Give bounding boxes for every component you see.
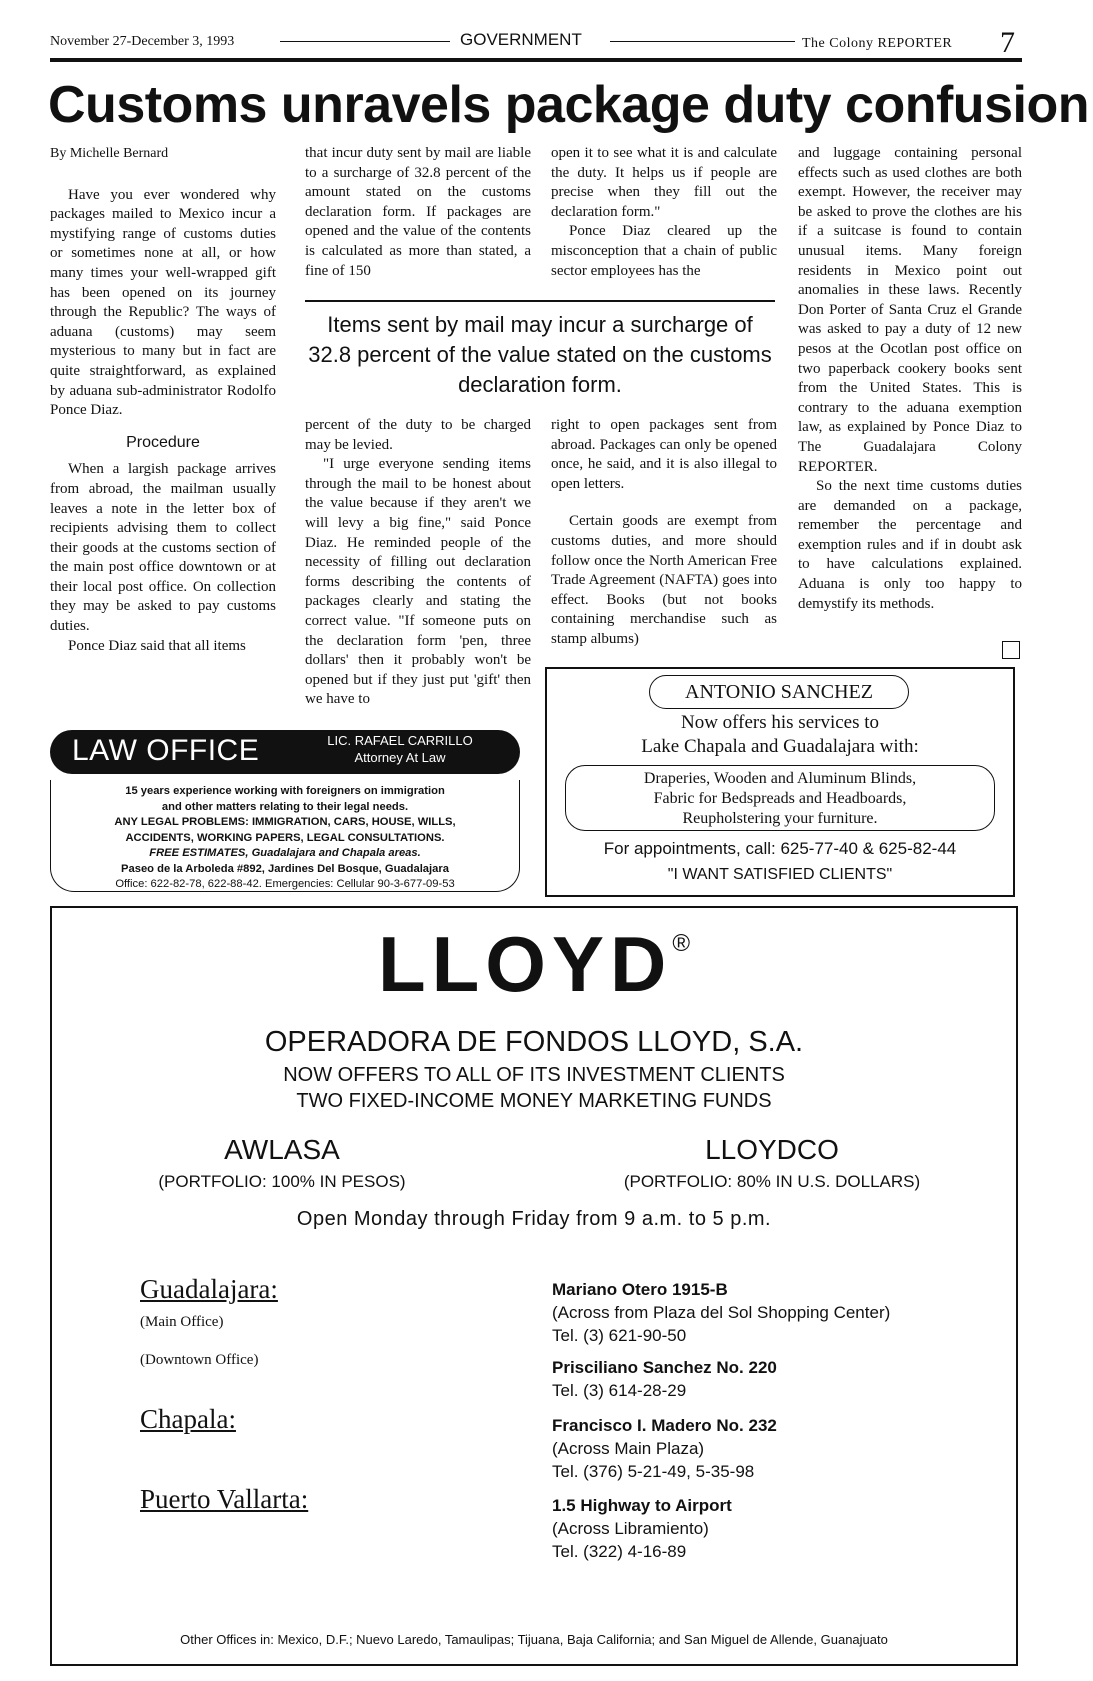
- registered-mark: ®: [672, 930, 690, 957]
- rule-right: [610, 41, 795, 42]
- fund-1-desc: (PORTFOLIO: 100% IN PESOS): [158, 1172, 406, 1191]
- company-name: OPERADORA DE FONDOS LLOYD, S.A.: [264, 1026, 804, 1058]
- law-line: ACCIDENTS, WORKING PAPERS, LEGAL CONSULTATIONS.: [125, 831, 445, 844]
- article-column-3-top: [551, 144, 777, 281]
- paragraph: Ponce Diaz cleared up the misconception that a chain of public sector employees has the: [551, 223, 777, 279]
- page-number: 7: [1000, 26, 1015, 59]
- address-block: [552, 1494, 732, 1563]
- subhead: Procedure: [126, 433, 200, 451]
- law-phones: Office: 622-82-78, 622-88-42. Emergencies: Cellular 90-3-677-09-53: [115, 878, 455, 890]
- paragraph: Ponce Diaz said that all items: [68, 637, 246, 654]
- city-puerto-vallarta: Puerto Vallarta:: [140, 1484, 309, 1514]
- address-street: 1.5 Highway to Airport: [552, 1496, 732, 1515]
- services-box: [565, 765, 995, 831]
- lawyer-role: Attorney At Law: [354, 750, 446, 765]
- article-column-3-bottom: [551, 416, 777, 650]
- address-block: [552, 1414, 777, 1483]
- address-street: Prisciliano Sanchez No. 220: [552, 1358, 777, 1377]
- office-label: (Downtown Office): [140, 1352, 259, 1368]
- ad-name: ANTONIO SANCHEZ: [649, 675, 909, 709]
- byline: By Michelle Bernard: [50, 146, 169, 161]
- ad-line: Lake Chapala and Guadalajara with:: [641, 736, 919, 757]
- pull-quote: Items sent by mail may incur a surcharge of 32.8 percent of the value stated on the customs declaration form.: [305, 300, 775, 400]
- address-tel: Tel. (3) 621-90-50: [552, 1326, 687, 1345]
- article-column-2-bottom: [305, 416, 531, 710]
- law-line: FREE ESTIMATES, Guadalajara and Chapala areas.: [149, 847, 421, 859]
- paragraph: "I urge everyone sending items through the mail to be honest about the value because if they aren't we will levy a big fine," said Ponce Diaz. He reminded people of the necessity of filling out declaration forms describing the contents of packages clearly and stating the correct value. "If someone puts on the declaration form 'pen, three dollars' then it probably won't be opened but if they just put 'gift' then we have to: [305, 456, 531, 708]
- lloyd-logo: [52, 920, 1016, 1008]
- address-note: (Across Main Plaza): [552, 1439, 705, 1458]
- address-block: [552, 1356, 777, 1402]
- address-block: [552, 1278, 890, 1347]
- appointments-line: For appointments, call: 625-77-40 & 625-82-44: [603, 839, 957, 858]
- paragraph: percent of the duty to be charged may be levied.: [305, 417, 531, 453]
- issue-date: November 27-December 3, 1993: [50, 34, 235, 49]
- end-mark-icon: [1002, 641, 1020, 659]
- law-line: ANY LEGAL PROBLEMS: IMMIGRATION, CARS, HOUSE, WILLS,: [114, 816, 456, 828]
- paragraph: Certain goods are exempt from customs duties, and more should follow once the North American Free Trade Agreement (NAFTA) goes into effect. Books (but not books containing merchandise such as stamp albums): [551, 513, 777, 647]
- paragraph: open it to see what it is and calculate the duty. It helps us if people are precise when they fill out the declaration form.": [551, 145, 777, 220]
- paragraph: and luggage containing personal effects such as used clothes are both exempt. However, the receiver may be asked to prove the clothes are his if a suitcase is found to contain unusual items. Many foreign residents in Mexico point out anomalies in these laws. Recently Don Porter of Santa Cruz el Grande was asked to pay a duty of 12 new pesos at the Ocotlan post office on two paperback cookery books sent from the United States. This is contrary to the aduana exemption law, as explained by Ponce Diaz to The Guadalajara Colony REPORTER.: [798, 145, 1022, 475]
- paragraph: that incur duty sent by mail are liable to a surcharge of 32.8 percent of the amount stated on the customs declaration form. If packages are opened and the value of the contents is calculated as more than stated, a fine of 150: [305, 145, 531, 279]
- service-item: Draperies, Wooden and Aluminum Blinds,: [643, 770, 917, 787]
- fund-1-name: AWLASA: [224, 1134, 340, 1165]
- rule-left: [280, 41, 450, 42]
- masthead-rule: [50, 58, 1022, 62]
- article-column-2-top: [305, 144, 531, 281]
- paper-name: The Colony REPORTER: [802, 36, 953, 51]
- service-item: Reupholstering your furniture.: [682, 810, 878, 827]
- paragraph: When a largish package arrives from abroad, the mailman usually leaves a note in the letter box of recipients advising them to collect their goods at the customs section of the main post office downtown or at their local post office. On collection they may be asked to pay customs duties.: [50, 461, 276, 635]
- address-tel: Tel. (376) 5-21-49, 5-35-98: [552, 1462, 755, 1481]
- logo-text: LLOYD: [377, 920, 673, 1008]
- article-column-4: [798, 144, 1022, 614]
- law-body: [50, 780, 520, 892]
- fund-2-desc: (PORTFOLIO: 80% IN U.S. DOLLARS): [623, 1172, 921, 1191]
- office-label: (Main Office): [140, 1314, 224, 1330]
- other-offices: Other Offices in: Mexico, D.F.; Nuevo Laredo, Tamaulipas; Tijuana, Baja California; and San Miguel de Allende, Guanajuato: [180, 1632, 888, 1647]
- article-column-1: [50, 144, 276, 656]
- headline: Customs unravels package duty confusion: [48, 76, 1089, 134]
- paragraph: Have you ever wondered why packages mailed to Mexico incur a mystifying range of customs duties or sometimes none at all, or how many times your well-wrapped gift has been opened on its journey through the Republic? The ways of aduana (customs) may seem mysterious to many but in fact are quite straightforward, as explained by aduana sub-administrator Rodolfo Ponce Diaz.: [50, 186, 276, 419]
- lawyer-name: LIC. RAFAEL CARRILLO: [327, 733, 473, 748]
- address-note: (Across from Plaza del Sol Shopping Center): [552, 1303, 891, 1322]
- paragraph: right to open packages sent from abroad. Packages can only be opened once, he said, and it is also illegal to open letters.: [551, 417, 777, 492]
- city-chapala: Chapala:: [140, 1404, 236, 1434]
- lawyer-block: [290, 732, 510, 766]
- law-address: Paseo de la Arboleda #892, Jardines Del Bosque, Guadalajara: [121, 862, 449, 875]
- ad-line: TWO FIXED-INCOME MONEY MARKETING FUNDS: [296, 1090, 772, 1112]
- ad-line: Now offers his services to: [680, 712, 880, 733]
- address-tel: Tel. (322) 4-16-89: [552, 1542, 687, 1561]
- address-tel: Tel. (3) 614-28-29: [552, 1381, 687, 1400]
- slogan: "I WANT SATISFIED CLIENTS": [667, 866, 893, 883]
- masthead: [50, 26, 1022, 60]
- service-item: Fabric for Bedspreads and Headboards,: [653, 790, 907, 807]
- business-hours: Open Monday through Friday from 9 a.m. to 5 p.m.: [296, 1208, 772, 1230]
- law-title: LAW OFFICE: [72, 734, 260, 767]
- address-street: Francisco I. Madero No. 232: [552, 1416, 777, 1435]
- law-office-ad: [50, 730, 520, 900]
- address-street: Mariano Otero 1915-B: [552, 1280, 728, 1299]
- paragraph: So the next time customs duties are demanded on a package, remember the percentage and exemption rules and if in doubt ask to have calculations explained. Aduana is only too happy to demystify its methods.: [798, 478, 1022, 612]
- city-guadalajara: Guadalajara:: [140, 1274, 278, 1304]
- fund-2-name: LLOYDCO: [705, 1134, 839, 1165]
- antonio-sanchez-ad: [545, 667, 1015, 897]
- law-line: 15 years experience working with foreigners on immigration: [125, 785, 445, 797]
- address-note: (Across Libramiento): [552, 1519, 709, 1538]
- law-banner: [50, 730, 520, 774]
- lloyd-ad: [50, 906, 1018, 1666]
- ad-line: NOW OFFERS TO ALL OF ITS INVESTMENT CLIENTS: [283, 1064, 785, 1086]
- law-line: and other matters relating to their legal needs.: [161, 800, 409, 813]
- section-name: GOVERNMENT: [460, 30, 582, 49]
